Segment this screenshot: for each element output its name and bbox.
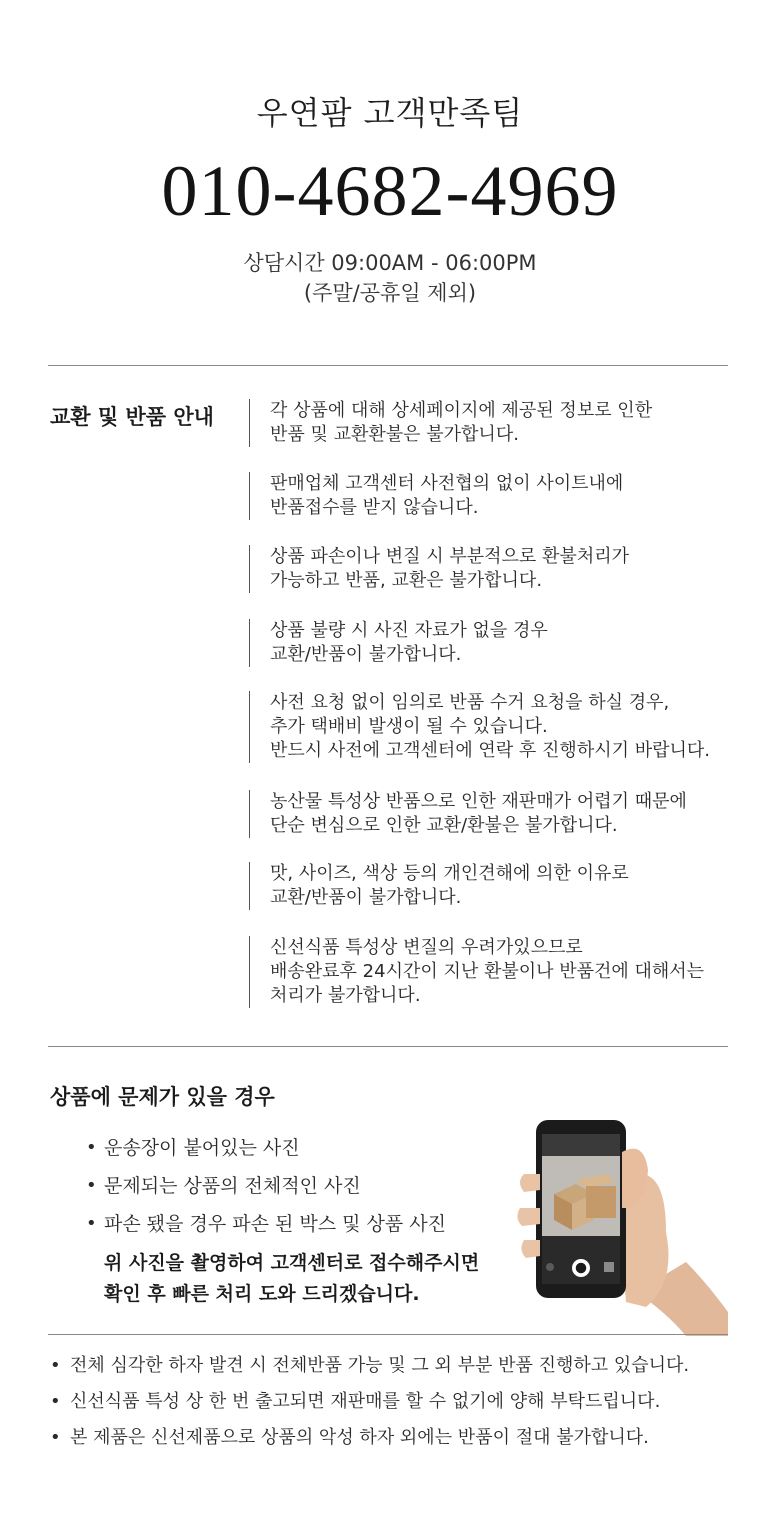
notice-line: 판매업체 고객센터 사전협의 없이 사이트내에 [270,473,624,494]
bottom-notes-list [50,1349,689,1457]
notice-line: 반품접수를 받지 않습니다. [270,497,479,518]
list-item: • 본 제품은 신선제품으로 상품의 악성 하자 외에는 반품이 절대 불가합니다. [50,1421,689,1457]
emphasis-line: 위 사진을 촬영하여 고객센터로 접수해주시면 [104,1252,480,1274]
list-item: • 전체 심각한 하자 발견 시 전체반품 가능 및 그 외 부분 반품 진행하고 있습니다. [50,1349,689,1385]
divider-bottom [48,1334,728,1335]
notice-line: 신선식품 특성상 변질의 우려가있으므로 [270,937,583,958]
notice-line: 배송완료후 24시간이 지난 환불이나 반품건에 대해서는 [270,961,705,982]
notice-line: 농산물 특성상 반품으로 인한 재판매가 어렵기 때문에 [270,791,687,812]
hours-note: (주말/공휴일 제외) [303,281,477,305]
notice-line: 추가 택배비 발생이 될 수 있습니다. [270,716,548,737]
divider-middle [48,1046,728,1047]
hours-text: 상담시간 09:00AM - 06:00PM [243,251,537,275]
problem-title: 상품에 문제가 있을 경우 [50,1085,275,1109]
notice-item [249,862,727,910]
notice-line: 처리가 불가합니다. [270,985,421,1006]
phone-number[interactable]: 010-4682-4969 [161,151,619,231]
notice-line: 교환/반품이 불가합니다. [270,644,462,665]
divider-top [48,365,728,366]
notice-line: 가능하고 반품, 교환은 불가합니다. [270,570,543,591]
notice-line: 각 상품에 대해 상세페이지에 제공된 정보로 인한 [270,400,653,421]
notice-item [249,691,727,763]
notice-item [249,790,727,838]
emphasis-line: 확인 후 빠른 처리 도와 드리겠습니다. [104,1283,420,1305]
notice-item [249,936,727,1008]
photo-requirements-list [86,1131,446,1245]
list-item: • 문제되는 상품의 전체적인 사진 [86,1169,446,1207]
notice-line: 반드시 사전에 고객센터에 연락 후 진행하시기 바랍니다. [270,740,710,761]
notice-item [249,399,727,447]
business-hours [0,248,780,308]
notice-line: 맛, 사이즈, 색상 등의 개인견해에 의한 이유로 [270,863,629,884]
list-item: • 신선식품 특성 상 한 번 출고되면 재판매를 할 수 없기에 양해 부탁드립니다. [50,1385,689,1421]
notice-line: 사전 요청 없이 임의로 반품 수거 요청을 하실 경우, [270,692,670,713]
list-item: • 파손 됐을 경우 파손 된 박스 및 상품 사진 [86,1207,446,1245]
team-name: 우연팜 고객만족팀 [256,94,524,132]
notice-line: 상품 파손이나 변질 시 부분적으로 환불처리가 [270,546,629,567]
notice-line: 상품 불량 시 사진 자료가 없을 경우 [270,620,548,641]
notice-item [249,545,727,593]
notice-line: 반품 및 교환환불은 불가합니다. [270,424,519,445]
notice-line: 교환/반품이 불가합니다. [270,887,462,908]
notice-line: 단순 변심으로 인한 교환/환불은 불가합니다. [270,815,618,836]
exchange-title: 교환 및 반품 안내 [50,405,214,429]
notice-item [249,472,727,520]
notice-item [249,619,727,667]
hand-holding-phone-image [516,1112,728,1336]
list-item: • 운송장이 붙어있는 사진 [86,1131,446,1169]
